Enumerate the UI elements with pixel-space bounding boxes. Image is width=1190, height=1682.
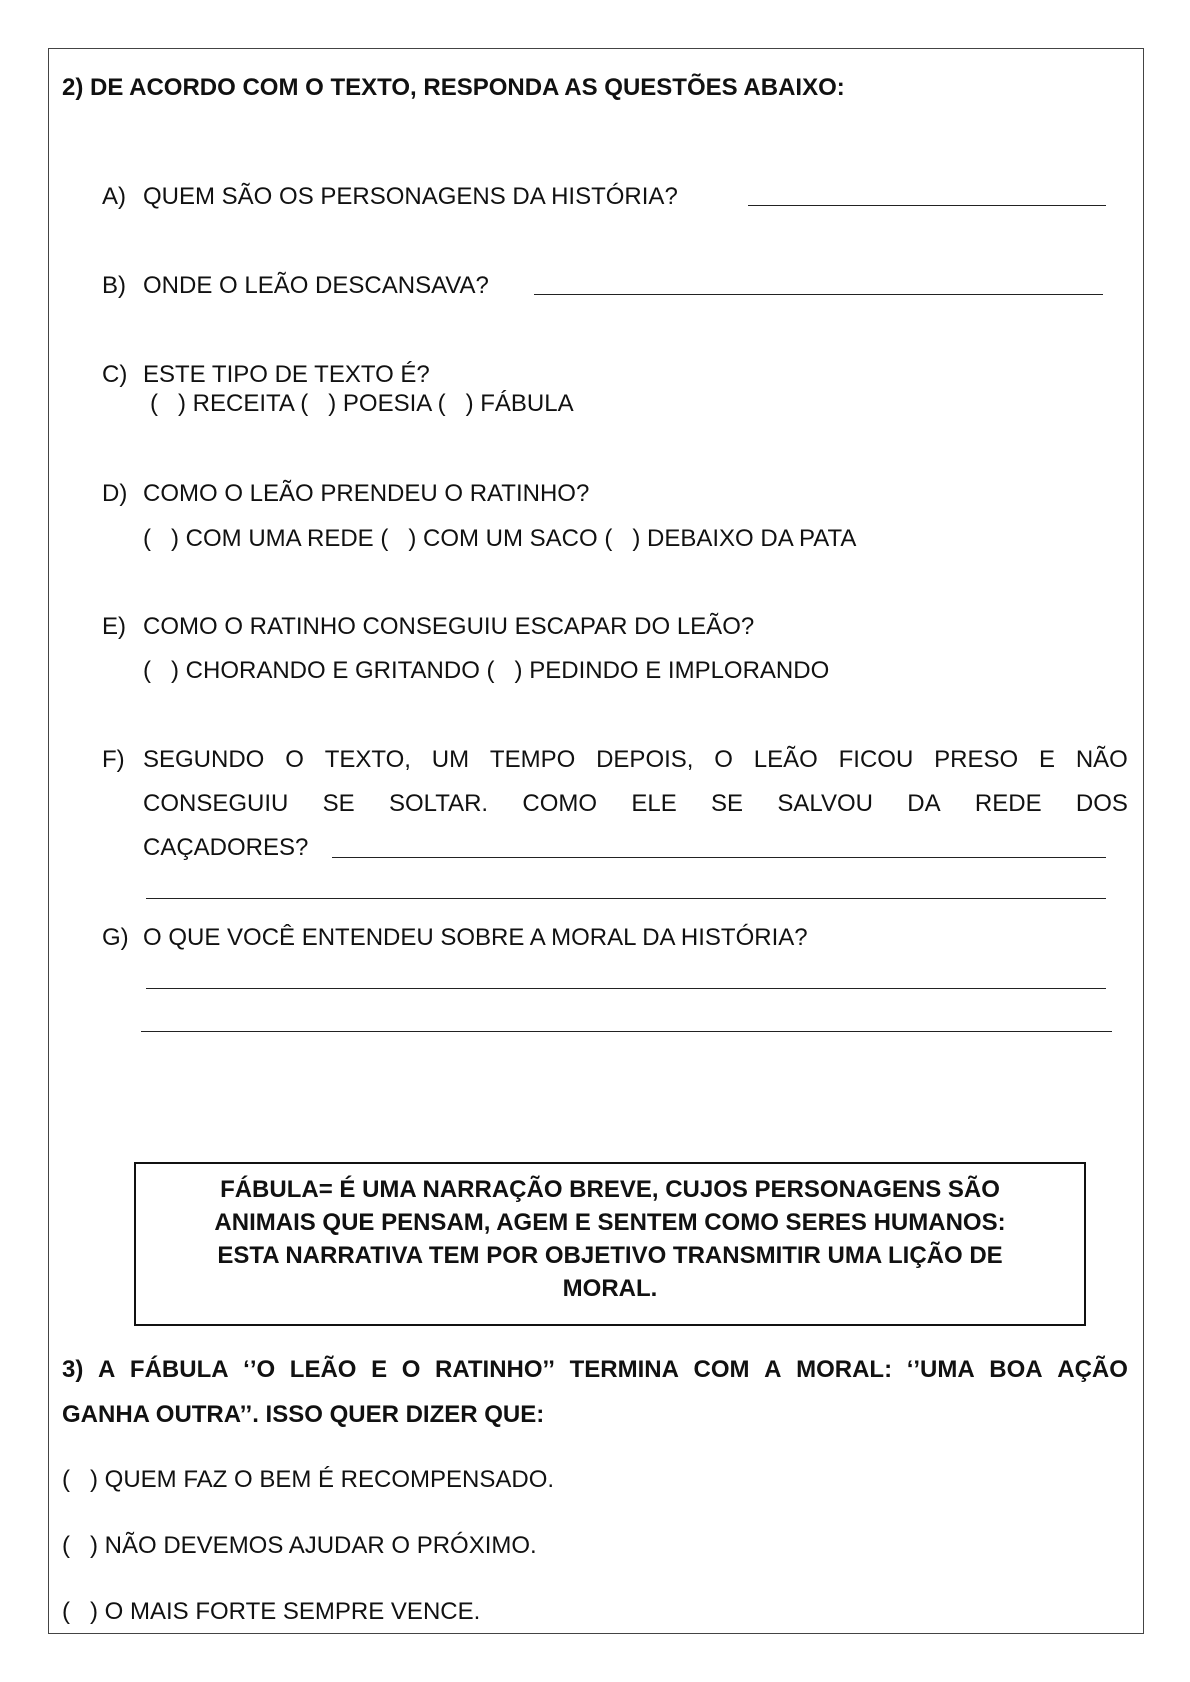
question-d-label: D) xyxy=(102,480,128,507)
question-g-text: O QUE VOCÊ ENTENDEU SOBRE A MORAL DA HISTÓRIA? xyxy=(143,924,808,951)
section-3-title-line-2: GANHA OUTRA’’. ISSO QUER DIZER QUE: xyxy=(62,1401,545,1428)
question-b-text: ONDE O LEÃO DESCANSAVA? xyxy=(143,272,489,299)
definition-line: MORAL. xyxy=(562,1275,658,1302)
question-d-text: COMO O LEÃO PRENDEU O RATINHO? xyxy=(143,480,590,507)
question-b-label: B) xyxy=(102,272,126,299)
definition-line: ANIMAIS QUE PENSAM, AGEM E SENTEM COMO SERES HUMANOS: xyxy=(214,1209,1006,1236)
section-3-option-2[interactable]: ( ) NÃO DEVEMOS AJUDAR O PRÓXIMO. xyxy=(62,1532,537,1559)
answer-line-g-1[interactable] xyxy=(146,988,1106,989)
definition-line: ESTA NARRATIVA TEM POR OBJETIVO TRANSMITIR UMA LIÇÃO DE xyxy=(217,1242,1003,1269)
question-c-text: ESTE TIPO DE TEXTO É? xyxy=(143,361,430,388)
answer-line-f-1[interactable] xyxy=(332,857,1106,858)
answer-line-b[interactable] xyxy=(534,294,1103,295)
question-f-line-1: SEGUNDO O TEXTO, UM TEMPO DEPOIS, O LEÃO FICOU PRESO E NÃO xyxy=(143,746,1128,773)
question-d-options[interactable]: ( ) COM UMA REDE ( ) COM UM SACO ( ) DEBAIXO DA PATA xyxy=(143,525,857,552)
question-e-text: COMO O RATINHO CONSEGUIU ESCAPAR DO LEÃO? xyxy=(143,613,755,640)
answer-line-f-2[interactable] xyxy=(146,898,1106,899)
question-c-options[interactable]: ( ) RECEITA ( ) POESIA ( ) FÁBULA xyxy=(150,390,574,417)
question-f-label: F) xyxy=(102,746,125,773)
question-a-label: A) xyxy=(102,183,126,210)
section-3-option-1[interactable]: ( ) QUEM FAZ O BEM É RECOMPENSADO. xyxy=(62,1466,555,1493)
question-e-options[interactable]: ( ) CHORANDO E GRITANDO ( ) PEDINDO E IMPLORANDO xyxy=(143,657,830,684)
question-g-label: G) xyxy=(102,924,129,951)
question-c-label: C) xyxy=(102,361,128,388)
question-e-label: E) xyxy=(102,613,126,640)
answer-line-a[interactable] xyxy=(748,205,1106,206)
definition-line: FÁBULA= É UMA NARRAÇÃO BREVE, CUJOS PERSONAGENS SÃO xyxy=(220,1176,1000,1203)
section-3-option-3[interactable]: ( ) O MAIS FORTE SEMPRE VENCE. xyxy=(62,1598,481,1625)
question-f-line-3: CAÇADORES? xyxy=(143,834,309,861)
section-2-title: 2) DE ACORDO COM O TEXTO, RESPONDA AS QUESTÕES ABAIXO: xyxy=(62,74,845,101)
question-a-text: QUEM SÃO OS PERSONAGENS DA HISTÓRIA? xyxy=(143,183,678,210)
answer-line-g-2[interactable] xyxy=(141,1031,1112,1032)
question-f-line-2: CONSEGUIU SE SOLTAR. COMO ELE SE SALVOU DA REDE DOS xyxy=(143,790,1128,817)
section-3-title-line-1: 3) A FÁBULA ‘’O LEÃO E O RATINHO’’ TERMINA COM A MORAL: ‘’UMA BOA AÇÃO xyxy=(62,1356,1128,1383)
fable-definition-box xyxy=(134,1162,1086,1326)
